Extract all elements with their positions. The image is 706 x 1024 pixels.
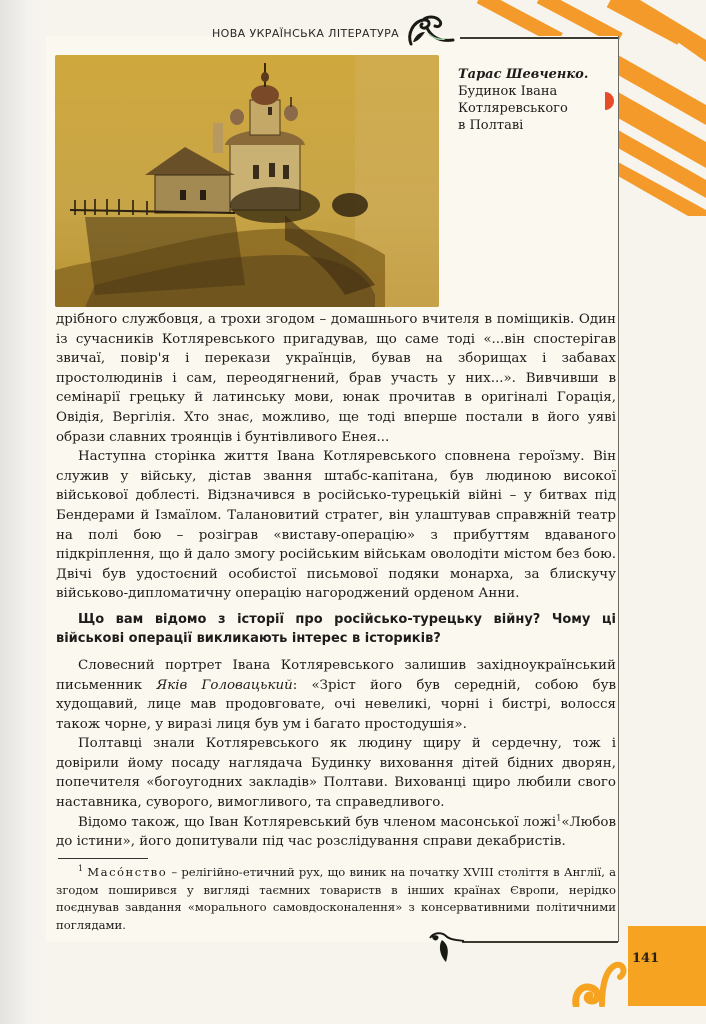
footer-rule bbox=[462, 941, 618, 943]
illustration-kotliarevsky-house bbox=[55, 55, 439, 307]
paragraph-poltava: Полтавці знали Котляревського як людину щиру й сердечну, тож і довірили йому посаду наглядача Будинку виховання дітей бідних дворян, попечителя «богоугодних закладів» Полтави. Вихованці щиро любили свого наставника, суворого, вимогливого, та справедливого. bbox=[56, 736, 616, 811]
footnote-term: Масо́нство bbox=[87, 865, 168, 879]
caption-line-3: в Полтаві bbox=[458, 118, 524, 133]
paragraph-continuation: дрібного службовця, а трохи згодом – домашнього вчителя в поміщиків. Один із сучасників Котляревського пригадував, що саме тоді «...він спостерігав звичаї, повір'я і перекази українців, бував на зборищах і забавах простолюдинів і сам, переодягнений, брав участь у них...». Вивчивши в семінарії грецьку й латинську мови, юнак прочитав в оригіналі Горація, Овідія, Вергілія. Хто знає, можливо, ще тоді вперше постали в його уяві образи славних троянців і бунтівливого Енея... bbox=[56, 312, 616, 445]
footnote-divider bbox=[58, 858, 148, 859]
flourish-bottom-ornament-icon bbox=[428, 930, 466, 964]
flourish-ornament-icon bbox=[405, 14, 455, 50]
paragraph-portrait bbox=[56, 656, 616, 734]
page-number: 141 bbox=[632, 951, 660, 966]
author-name-italic: Яків Головацький bbox=[156, 677, 293, 693]
orange-scroll-ornament-icon bbox=[572, 955, 628, 1007]
footnote bbox=[56, 864, 616, 934]
page-binding-shadow bbox=[0, 0, 46, 1024]
decorative-stripes-right bbox=[618, 0, 706, 220]
paragraph-masonic-lodge bbox=[56, 813, 616, 852]
caption-author: Тарас Шевченко. bbox=[458, 67, 589, 82]
header-rule bbox=[460, 37, 618, 39]
portrait-quote: : «Зріст його був середній, собою був худощавий, лице мав продовговате, очі невеликі, чорні і бистрі, волосся також чорне, у виразі лиця був ум і багато простодушія». bbox=[56, 677, 616, 732]
review-question: Що вам відомо з історії про російсько-турецьку війну? Чому ці військові операції викликають інтерес в істориків? bbox=[56, 611, 616, 646]
running-header: НОВА УКРАЇНСЬКА ЛІТЕРАТУРА bbox=[212, 27, 400, 40]
page-number-box bbox=[628, 926, 706, 1006]
footnote-number: 1 bbox=[78, 864, 84, 874]
mason-text-before: Відомо також, що Іван Котляревський був членом масонської ложі bbox=[78, 814, 557, 830]
footnote-text: – релігійно-етичний рух, що виник на початку XVIII століття в Англії, а згодом поширився у вигляді таємних товариств в інших країнах Європи, нерідко поєднував завдання «морального самовдосконалення» з консервативними політичними поглядами. bbox=[56, 865, 617, 932]
portrait-text-before: Словесний портрет Івана Котляревського залишив західноукраїнський письменник bbox=[56, 657, 616, 693]
illustration-caption bbox=[458, 66, 608, 134]
mason-text-after: «Любов до істини», його допитували під час розслідування справи декабристів. bbox=[56, 814, 616, 850]
footnote-reference[interactable]: 1 bbox=[556, 813, 562, 823]
caption-line-2: Котляревського bbox=[458, 101, 568, 116]
paragraph-military-service: Наступна сторінка життя Івана Котляревського сповнена героїзму. Він служив у війську, дістав звання штабс-капітана, був людиною високої військової доблесті. Відзначився в російсько-турецькій війні – у битвах під Бендерами й Ізмаїлом. Талановитий стратег, він улаштував справжній театр на полі бою – розіграв «виставу-операцію» з прибуттям вдаваного підкріплення, що й дало змогу російським військам оволодіти містом без бою. Двічі був удостоєний особистої письмової подяки монарха, за блискучу військово-дипломатичну операцію нагороджений орденом Анни. bbox=[56, 449, 616, 602]
main-text bbox=[56, 310, 616, 852]
caption-line-1: Будинок Івана bbox=[458, 84, 558, 99]
